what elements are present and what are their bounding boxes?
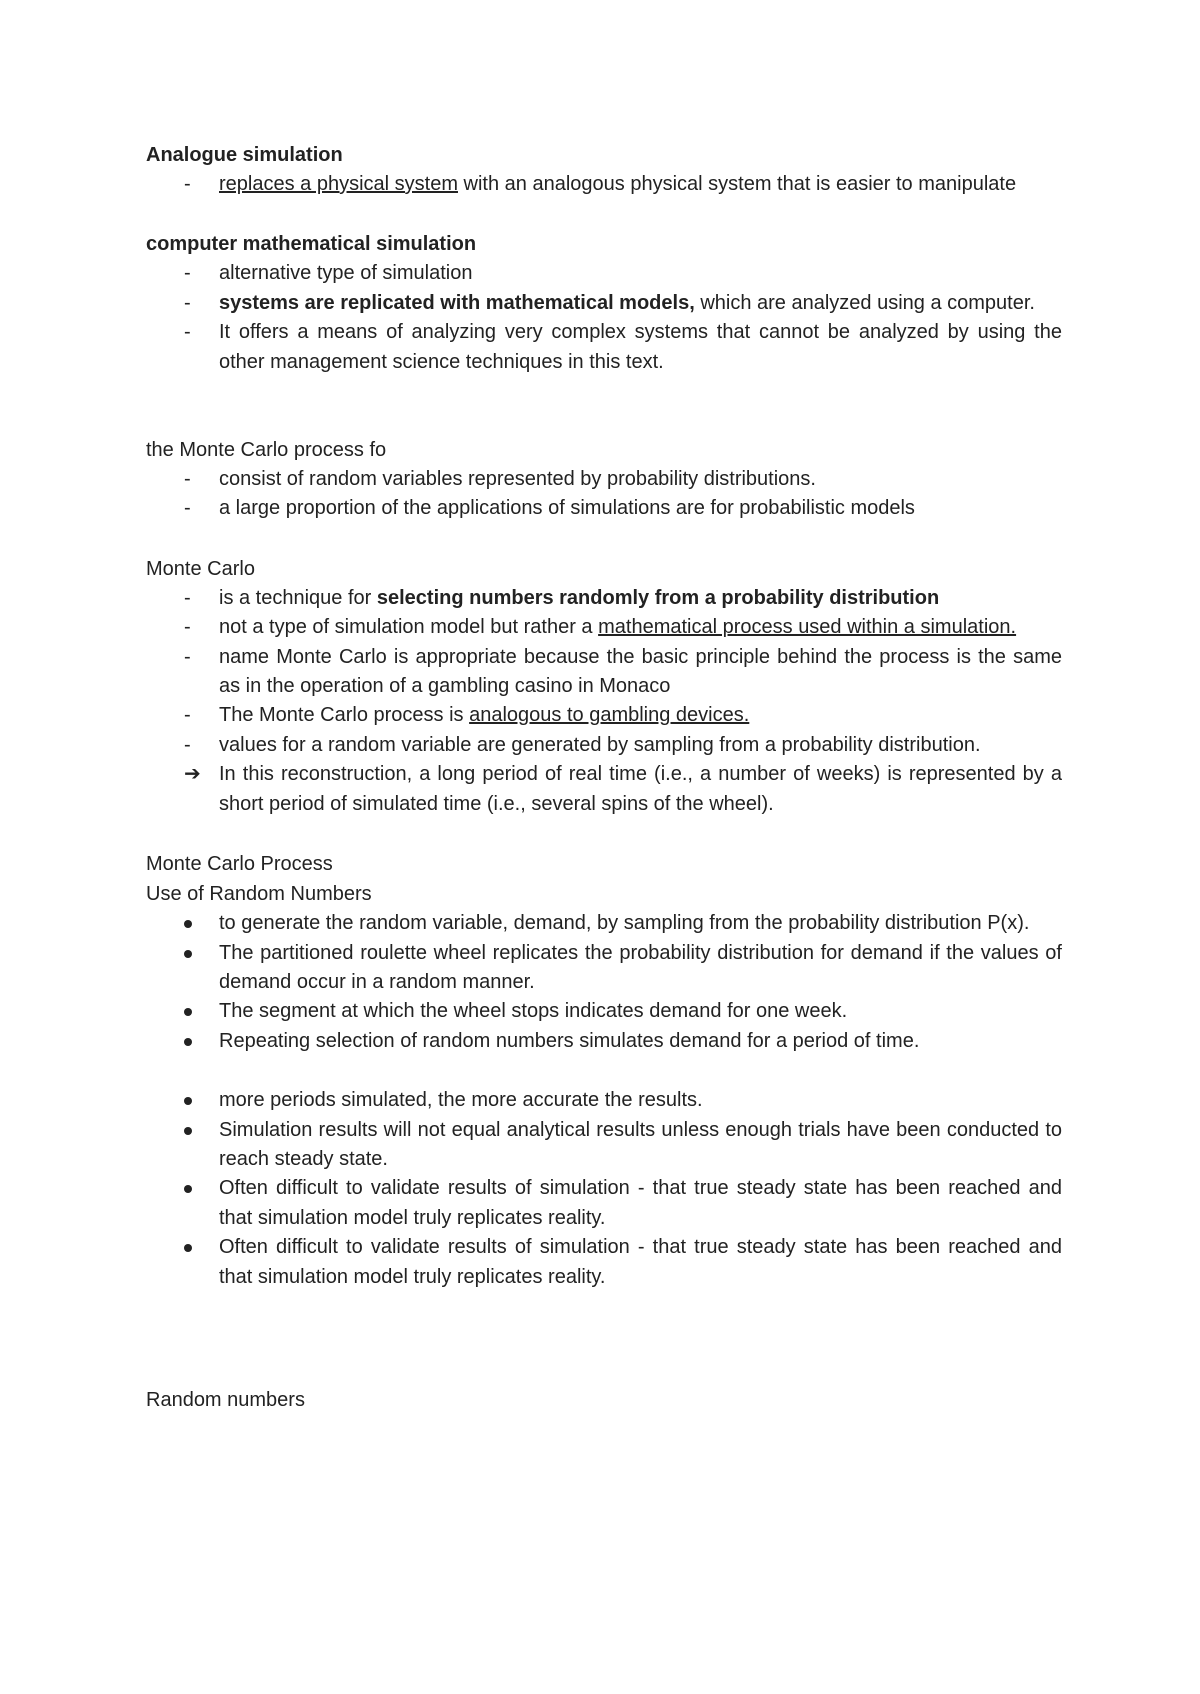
bullet-icon bbox=[184, 1097, 192, 1105]
list-item: Repeating selection of random numbers simulates demand for a period of time. bbox=[146, 1027, 1062, 1056]
list-item: ➔ In this reconstruction, a long period of real time (i.e., a number of weeks) is represented by a short period of simulated time (i.e., several spins of the wheel). bbox=[146, 760, 1062, 819]
dash-marker: - bbox=[184, 704, 191, 727]
list-item: - replaces a physical system with an analogous physical system that is easier to manipulate bbox=[146, 170, 1062, 199]
list-item: - alternative type of simulation bbox=[146, 259, 1062, 288]
dash-marker: - bbox=[184, 497, 191, 520]
list-item: The segment at which the wheel stops indicates demand for one week. bbox=[146, 997, 1062, 1026]
list-item: - It offers a means of analyzing very complex systems that cannot be analyzed by using the other management science techniques in this text. bbox=[146, 318, 1062, 377]
list-item: - a large proportion of the applications of simulations are for probabilistic models bbox=[146, 494, 1062, 523]
mc-process-fo-list bbox=[146, 465, 1062, 524]
list-item: - consist of random variables represented by probability distributions. bbox=[146, 465, 1062, 494]
analogue-list bbox=[146, 170, 1062, 199]
section-subtitle-random-numbers: Use of Random Numbers bbox=[146, 883, 372, 906]
dash-marker: - bbox=[184, 173, 191, 195]
dash-marker: - bbox=[184, 645, 191, 668]
dash-marker: - bbox=[184, 468, 191, 491]
section-title-random-numbers: Random numbers bbox=[146, 1388, 305, 1411]
list-item: Often difficult to validate results of simulation - that true steady state has been reached and that simulation model truly replicates reality. bbox=[146, 1174, 1062, 1233]
arrow-icon: ➔ bbox=[184, 763, 201, 786]
bullet-icon bbox=[184, 920, 192, 928]
list-item: to generate the random variable, demand, by sampling from the probability distribution P(x). bbox=[146, 909, 1062, 938]
bullet-icon bbox=[184, 1244, 192, 1252]
dash-marker: - bbox=[184, 291, 191, 314]
mc-process-list-b bbox=[146, 1086, 1062, 1292]
list-item: Simulation results will not equal analytical results unless enough trials have been conducted to reach steady state. bbox=[146, 1116, 1062, 1175]
section-title-mc-process: Monte Carlo Process bbox=[146, 853, 333, 876]
computer-list bbox=[146, 259, 1062, 377]
dash-marker: - bbox=[184, 733, 191, 756]
document-page bbox=[146, 140, 1062, 1415]
list-item: - name Monte Carlo is appropriate because the basic principle behind the process is the same as in the operation of a gambling casino in Monaco bbox=[146, 643, 1062, 702]
section-title-analogue: Analogue simulation bbox=[146, 144, 343, 166]
list-item: - not a type of simulation model but rather a mathematical process used within a simulation. bbox=[146, 613, 1062, 642]
bullet-icon bbox=[184, 950, 192, 958]
list-item: - The Monte Carlo process is analogous to gambling devices. bbox=[146, 701, 1062, 730]
mc-process-list-a bbox=[146, 909, 1062, 1056]
list-item: more periods simulated, the more accurate the results. bbox=[146, 1086, 1062, 1115]
section-title-monte-carlo: Monte Carlo bbox=[146, 557, 255, 580]
bullet-icon bbox=[184, 1038, 192, 1046]
bullet-icon bbox=[184, 1127, 192, 1135]
bullet-icon bbox=[184, 1185, 192, 1193]
list-item: - is a technique for selecting numbers randomly from a probability distribution bbox=[146, 584, 1062, 613]
dash-marker: - bbox=[184, 321, 191, 344]
dash-marker: - bbox=[184, 586, 191, 609]
dash-marker: - bbox=[184, 262, 191, 285]
list-item: The partitioned roulette wheel replicates the probability distribution for demand if the values of demand occur in a random manner. bbox=[146, 939, 1062, 998]
section-title-computer: computer mathematical simulation bbox=[146, 233, 477, 256]
list-item: - systems are replicated with mathematical models, which are analyzed using a computer. bbox=[146, 289, 1062, 318]
bullet-icon bbox=[184, 1008, 192, 1016]
list-item: - values for a random variable are generated by sampling from a probability distribution. bbox=[146, 731, 1062, 760]
dash-marker: - bbox=[184, 616, 191, 639]
list-item: Often difficult to validate results of simulation - that true steady state has been reached and that simulation model truly replicates reality. bbox=[146, 1233, 1062, 1292]
section-title-mc-process-fo: the Monte Carlo process fo bbox=[146, 439, 387, 462]
monte-carlo-list bbox=[146, 584, 1062, 819]
